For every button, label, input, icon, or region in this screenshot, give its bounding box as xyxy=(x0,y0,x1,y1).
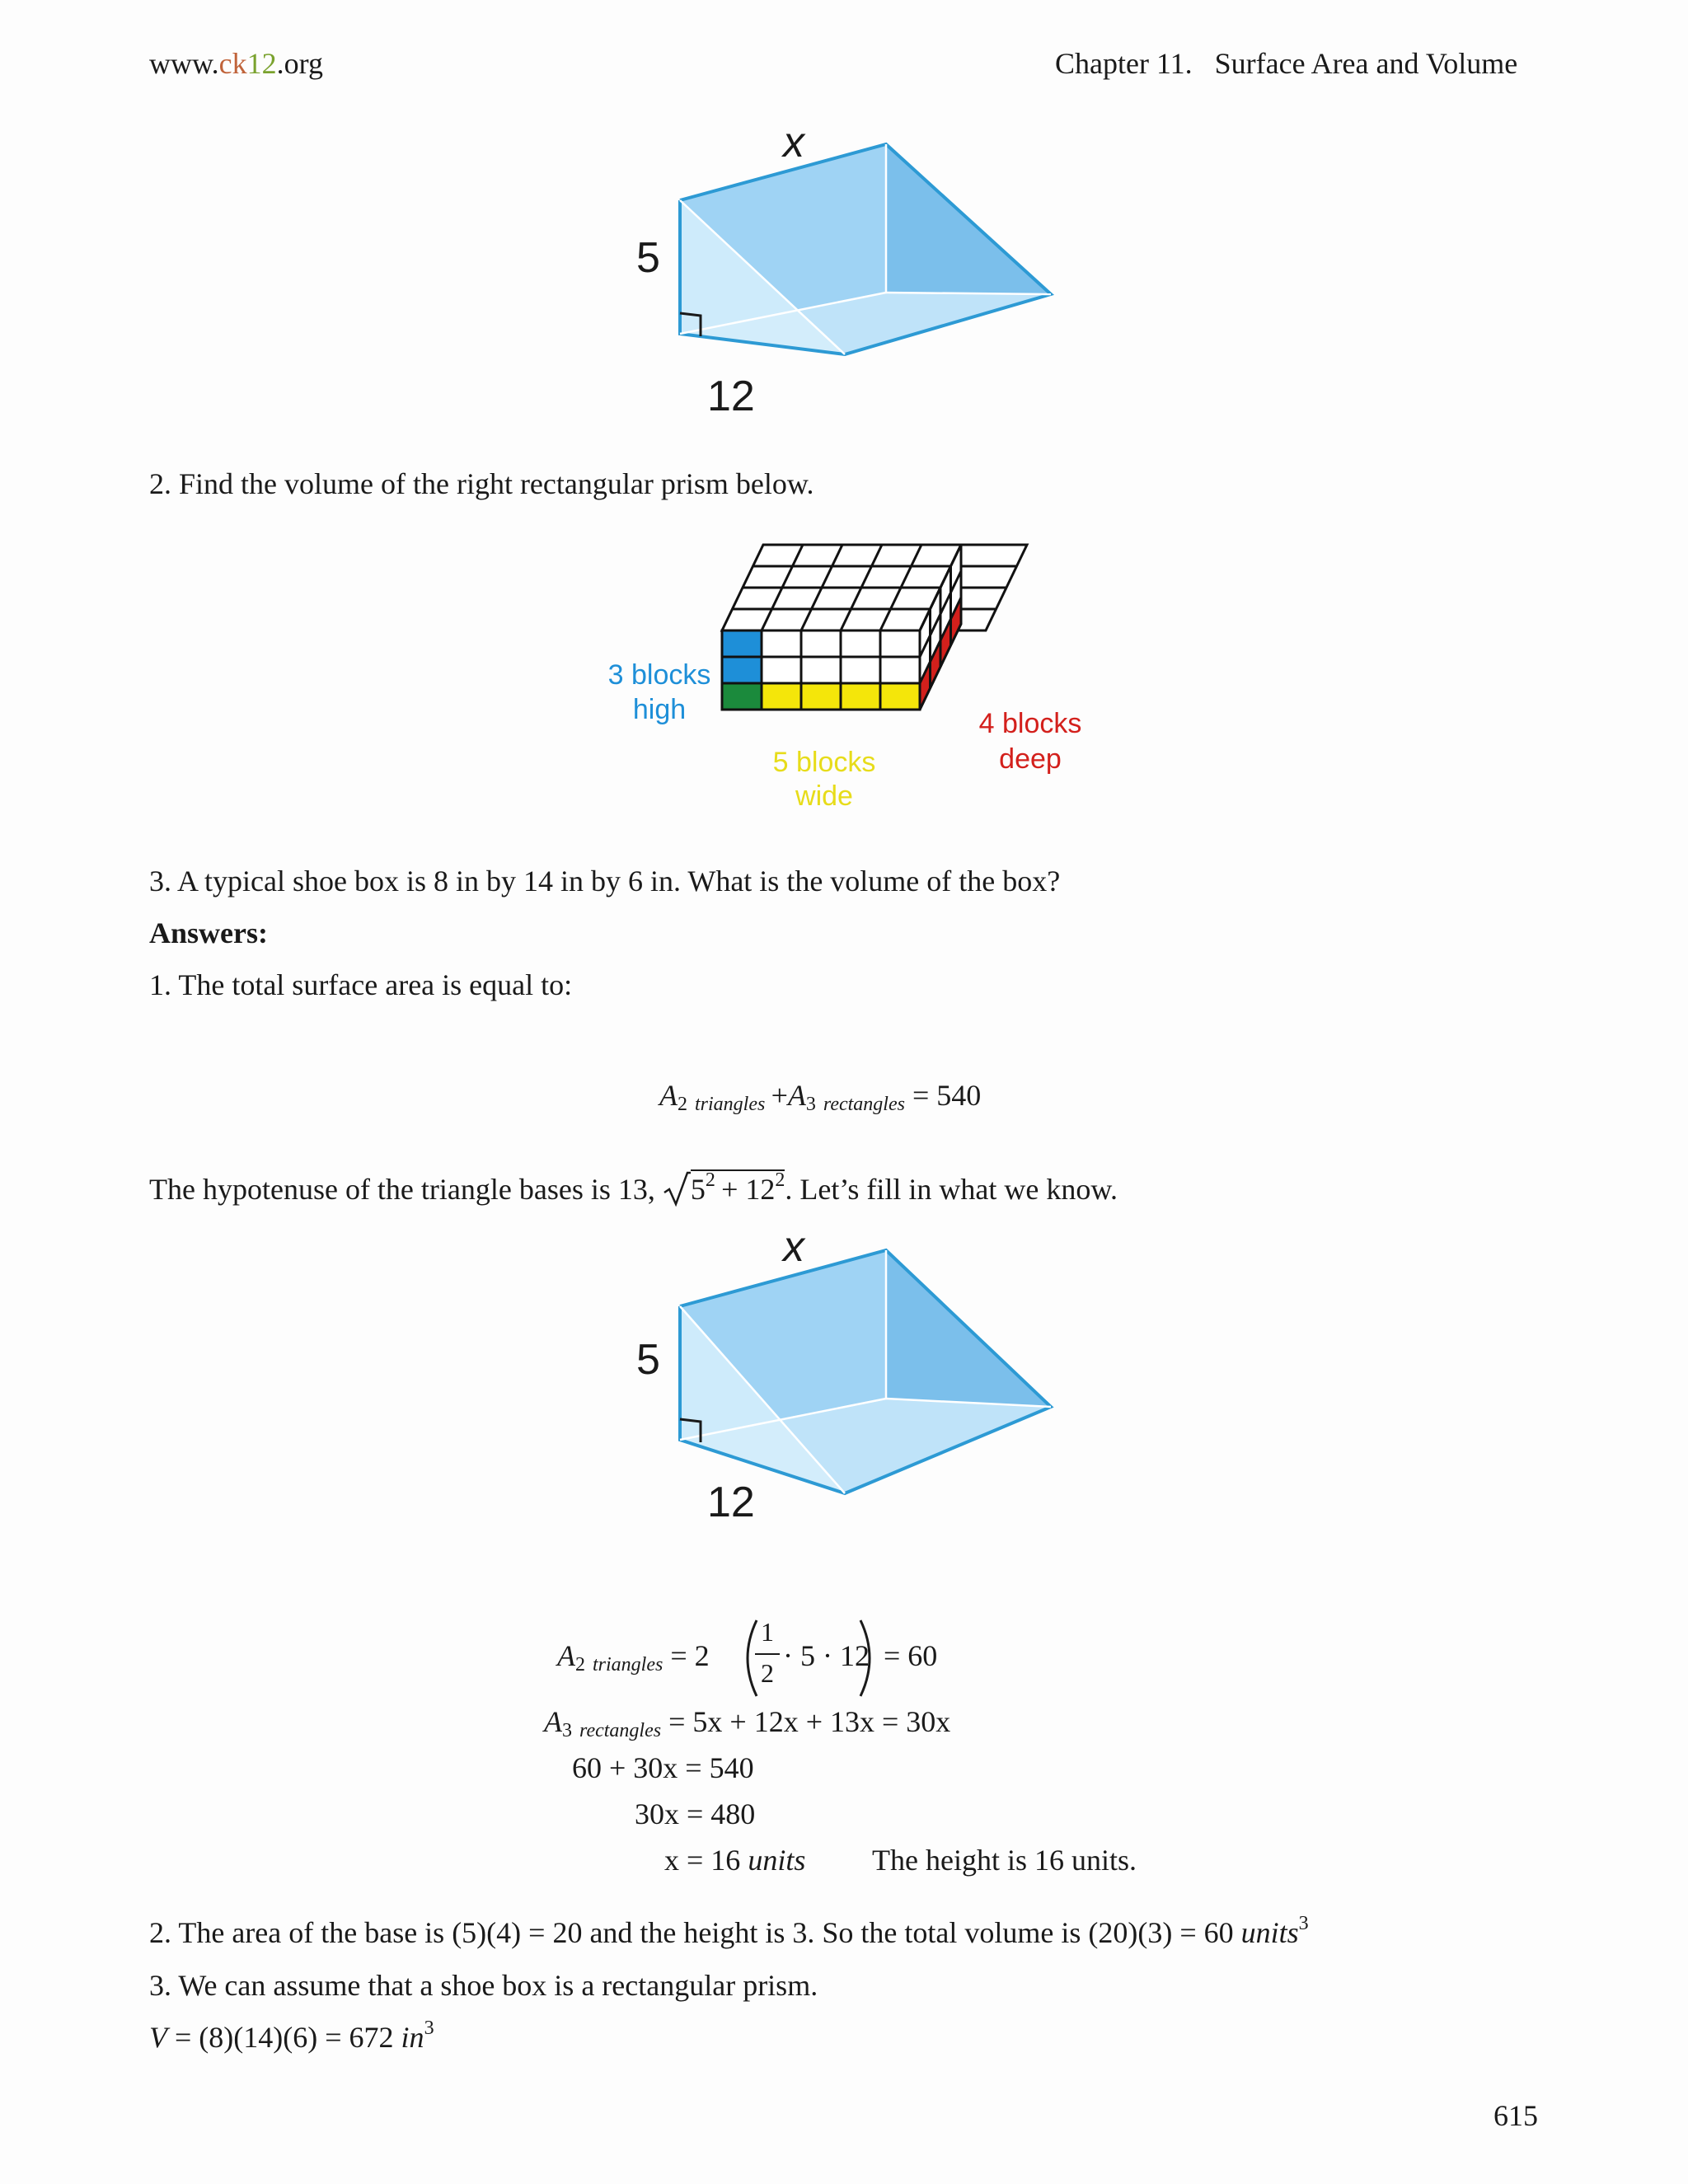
question-3: 3. A typical shoe box is 8 in by 14 in by 6 in. What is the volume of the box? xyxy=(149,865,1061,898)
fraction-denominator: 2 xyxy=(761,1658,774,1688)
site-url[interactable] xyxy=(149,46,323,81)
label-x: x xyxy=(783,1223,804,1271)
label-deep: deep xyxy=(999,743,1062,775)
solve-inner-product: · 5 · 12 xyxy=(783,1639,870,1672)
site-url-suffix: .org xyxy=(276,47,323,80)
label-5: 5 xyxy=(636,234,660,282)
label-4-blocks: 4 blocks xyxy=(978,708,1082,739)
label-x: x xyxy=(783,119,804,166)
answer-3: 3. We can assume that a shoe box is a rectangular prism. xyxy=(149,1969,818,2002)
answers-heading: Answers: xyxy=(149,916,268,949)
label-high: high xyxy=(632,694,687,725)
answer-2: 2. The area of the base is (5)(4) = 20 and the height is 3. So the total volume is (20)(3) = 60 units$^3$ xyxy=(149,1913,1309,1949)
chapter-number: Chapter 11. xyxy=(1055,47,1193,80)
solve-line-2: A3 rectangles = 5x + 12x + 13x = 30x xyxy=(544,1705,951,1741)
solve-note: The height is 16 units. xyxy=(872,1844,1137,1877)
answer-1-intro: 1. The total surface area is equal to: xyxy=(149,968,573,1001)
solve-line-4: 30x = 480 xyxy=(635,1797,756,1830)
running-header xyxy=(1055,46,1517,81)
answer-3-equation: V = (8)(14)(6) = 672 $in^3$ xyxy=(149,2018,434,2054)
block-front-green xyxy=(722,683,762,710)
solve-line-5: x = 16 units xyxy=(664,1844,806,1877)
triangular-prism-figure-2 xyxy=(610,1221,1071,1551)
block-prism-figure xyxy=(593,527,1104,824)
radical: $5^2 + 12^2$ xyxy=(663,1163,785,1207)
equation-total-area: A2 triangles +A3 rectangles = 540 xyxy=(659,1079,982,1115)
radical-sign-icon xyxy=(663,1171,691,1207)
label-12: 12 xyxy=(707,373,755,420)
solve-line-1-rhs: = 60 xyxy=(884,1639,938,1672)
page-number: 615 xyxy=(1493,2099,1538,2132)
chapter-title: Surface Area and Volume xyxy=(1214,47,1518,80)
site-url-ck: ck xyxy=(218,47,247,80)
label-wide: wide xyxy=(795,780,853,812)
fraction-numerator: 1 xyxy=(761,1617,774,1647)
site-url-prefix: www. xyxy=(149,47,219,80)
label-3-blocks: 3 blocks xyxy=(607,659,711,691)
triangular-prism-figure-1 xyxy=(610,115,1071,445)
solve-line-1: A2 triangles = 2 xyxy=(557,1639,710,1675)
label-12: 12 xyxy=(707,1479,755,1526)
hypotenuse-sentence: The hypotenuse of the triangle bases is 13, $5^2 + 12^2$. Let’s fill in what we know. xyxy=(149,1163,1118,1207)
label-5: 5 xyxy=(636,1336,660,1384)
label-5-blocks: 5 blocks xyxy=(772,747,876,778)
solve-line-3: 60 + 30x = 540 xyxy=(572,1751,754,1784)
right-paren-icon xyxy=(857,1617,882,1699)
question-2: 2. Find the volume of the right rectangular prism below. xyxy=(149,467,814,500)
fraction-bar xyxy=(755,1653,780,1655)
site-url-num: 12 xyxy=(246,47,277,80)
